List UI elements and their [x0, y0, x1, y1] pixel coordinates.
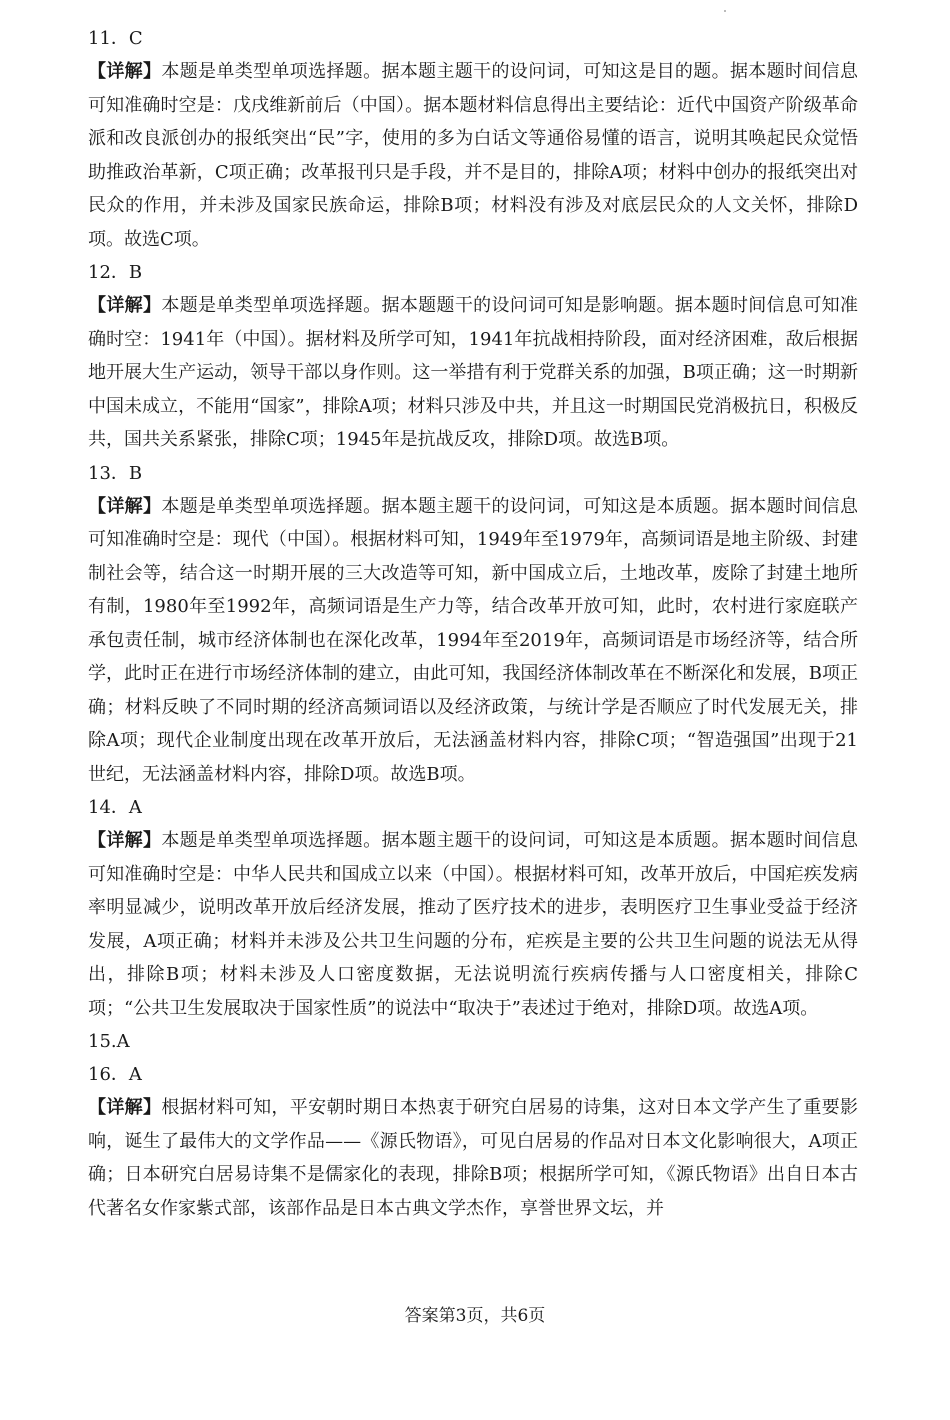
question-number: 11．C [88, 28, 143, 49]
answer-item-16 [88, 1058, 858, 1225]
explanation-text: 根据材料可知，平安朝时期日本热衷于研究白居易的诗集，这对日本文学产生了重要影响，诞生了最伟大的文学作品——《源氏物语》，可见白居易的作品对日本文化影响很大，A项正确；日本研究白居易诗集不是儒家化的表现，排除B项；根据所学可知，《源氏物语》出自日本古代著名女作家紫式部，该部作品是日本古典文学杰作，享誉世界文坛，并 [88, 1097, 859, 1219]
answer-page-body [88, 22, 858, 1225]
explanation-paragraph [88, 824, 858, 1025]
answer-item-14 [88, 791, 858, 1025]
question-number: 16．A [88, 1064, 142, 1085]
detail-tag: 【详解】 [88, 495, 162, 517]
answer-item-15 [88, 1025, 858, 1058]
question-number: 12．B [88, 262, 143, 283]
explanation-text: 本题是单类型单项选择题。据本题题干的设问词可知是影响题。据本题时间信息可知准确时空：1941年（中国）。据材料及所学可知，1941年抗战相持阶段，面对经济困难，敌后根据地开展大生产运动，领导干部以身作则。这一举措有利于党群关系的加强，B项正确；这一时期新中国未成立，不能用“国家”，排除A项；材料只涉及中共，并且这一时期国民党消极抗日，积极反共，国共关系紧张，排除C项；1945年是抗战反攻，排除D项。故选B项。 [88, 295, 859, 450]
scan-speck [724, 10, 726, 12]
explanation-text: 本题是单类型单项选择题。据本题主题干的设问词，可知这是本质题。据本题时间信息可知准确时空是：现代（中国）。根据材料可知，1949年至1979年，高频词语是地主阶级、封建制社会等，结合这一时期开展的三大改造等可知，新中国成立后，土地改革，废除了封建土地所有制，1980年至1992年，高频词语是生产力等，结合改革开放可知，此时，农村进行家庭联产承包责任制，城市经济体制也在深化改革，1994年至2019年，高频词语是市场经济等，结合所学，此时正在进行市场经济体制的建立，由此可知，我国经济体制改革在不断深化和发展，B项正确；材料反映了不同时期的经济高频词语以及经济政策，与统计学是否顺应了时代发展无关，排除A项；现代企业制度出现在改革开放后，无法涵盖材料内容，排除C项；“智造强国”出现于21世纪，无法涵盖材料内容，排除D项。故选B项。 [88, 495, 859, 785]
question-number: 15.A [88, 1031, 130, 1052]
explanation-paragraph [88, 1091, 858, 1225]
explanation-paragraph [88, 55, 858, 256]
explanation-text: 本题是单类型单项选择题。据本题主题干的设问词，可知这是本质题。据本题时间信息可知准确时空是：中华人民共和国成立以来（中国）。根据材料可知，改革开放后，中国疟疾发病率明显减少，说明改革开放后经济发展，推动了医疗技术的进步，表明医疗卫生事业受益于经济发展，A项正确；材料并未涉及公共卫生问题的分布，疟疾是主要的公共卫生问题的说法无从得出，排除B项；材料未涉及人口密度数据，无法说明流行疾病传播与人口密度相关，排除C项；“公共卫生发展取决于国家性质”的说法中“取决于”表述过于绝对，排除D项。故选A项。 [88, 830, 859, 1019]
answer-item-11 [88, 22, 858, 256]
question-number: 13．B [88, 462, 143, 484]
answer-item-13 [88, 457, 858, 792]
detail-tag: 【详解】 [88, 295, 162, 316]
detail-tag: 【详解】 [88, 830, 162, 851]
page-footer: 答案第3页，共6页 [404, 1306, 546, 1326]
explanation-text: 本题是单类型单项选择题。据本题主题干的设问词，可知这是目的题。据本题时间信息可知准确时空是：戊戌维新前后（中国）。据本题材料信息得出主要结论：近代中国资产阶级革命派和改良派创办的报纸突出“民”字，使用的多为白话文等通俗易懂的语言，说明其唤起民众觉悟助推政治革新，C项正确；改革报刊只是手段，并不是目的，排除A项；材料中创办的报纸突出对民众的作用，并未涉及国家民族命运，排除B项；材料没有涉及对底层民众的人文关怀，排除D项。故选C项。 [88, 61, 859, 250]
explanation-paragraph [88, 289, 858, 457]
question-number: 14．A [88, 797, 142, 818]
explanation-paragraph [88, 490, 858, 792]
detail-tag: 【详解】 [88, 1097, 162, 1118]
answer-item-12 [88, 256, 858, 457]
detail-tag: 【详解】 [88, 61, 162, 82]
